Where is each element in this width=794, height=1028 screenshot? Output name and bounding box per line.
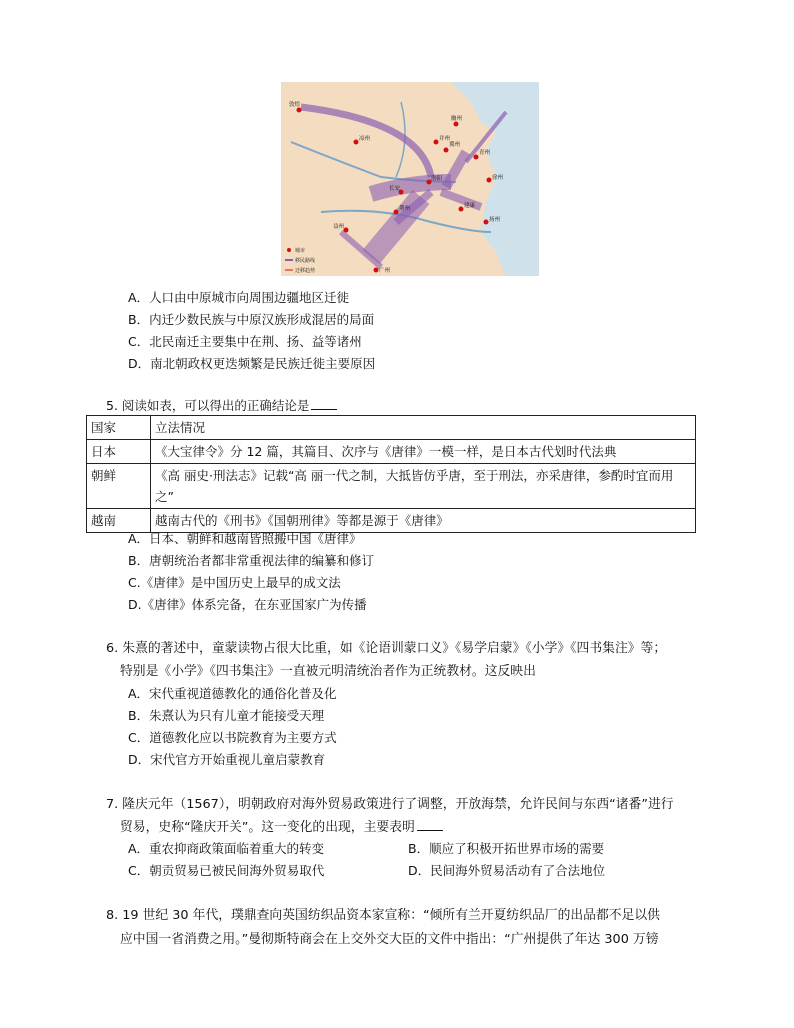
map-label: 荆州 <box>399 206 411 212</box>
q4-option-c: C．北民南迁主要集中在荆、扬、益等诸州 <box>128 334 362 349</box>
map-label: 洛阳 <box>431 176 443 182</box>
q6-stem-line2: 特别是《小学》《四书集注》一直被元明清统治者作为正统教材。这反映出 <box>120 664 536 679</box>
table-cell: 《大宝律令》分 12 篇，其篇目、次序与《唐律》一模一样，是日本古代划时代法典 <box>151 440 696 464</box>
q7-option-c: C．朝贡贸易已被民间海外贸易取代 <box>128 863 325 878</box>
map-label: 幽州 <box>451 116 463 122</box>
q4-option-d: D．南北朝政权更迭频繁是民族迁徙主要原因 <box>128 356 376 371</box>
table-cell: 越南 <box>87 509 151 533</box>
table-cell: 日本 <box>87 440 151 464</box>
table-header: 立法情况 <box>151 416 696 440</box>
table-row <box>87 464 696 509</box>
table-cell: 《高 丽史·刑法志》记载“高 丽一代之制，大抵皆仿乎唐，至于刑法，亦采唐律，参酌时宜而用之” <box>151 464 696 509</box>
law-table <box>86 415 696 533</box>
map-label: 凉州 <box>359 136 371 142</box>
q7-stem-line2: 贸易，史称“隆庆开关”。这一变化的出现，主要表明 <box>120 816 443 835</box>
q8-stem-line2: 应中国一省消费之用。”曼彻斯特商会在上交外交大臣的文件中指出：“广州提供了年达 300 万镑 <box>120 932 659 947</box>
table-row <box>87 440 696 464</box>
q6-option-b: B．朱熹认为只有儿童才能接受天理 <box>128 708 325 723</box>
q6-stem-line1: 6. 朱熹的著述中，童蒙读物占很大比重，如《论语训蒙口义》《易学启蒙》《小学》《四书集注》等； <box>106 641 667 656</box>
map-label: 冀州 <box>449 142 461 148</box>
q5-option-d: D.《唐律》体系完备，在东亚国家广为传播 <box>128 597 367 612</box>
q7-stem-line1: 7. 隆庆元年（1567），明朝政府对海外贸易政策进行了调整，开放海禁，允许民间与东西“诸番”进行 <box>106 797 674 812</box>
map-label: 敦煌 <box>289 102 301 108</box>
migration-map <box>281 82 539 276</box>
map-label: 青州 <box>479 150 491 156</box>
map-label: 广州 <box>379 268 391 274</box>
q6-option-d: D．宋代官方开始重视儿童启蒙教育 <box>128 752 326 767</box>
table-cell: 越南古代的《刑书》《国朝刑律》等都是源于《唐律》 <box>151 509 696 533</box>
map-label: 建康 <box>464 203 476 209</box>
map-label: 并州 <box>439 136 451 142</box>
map-label: 长安 <box>389 186 401 192</box>
q7-option-b: B．顺应了积极开拓世界市场的需要 <box>408 841 605 856</box>
q7-option-d: D．民间海外贸易活动有了合法地位 <box>408 863 606 878</box>
q4-option-a: A．人口由中原城市向周围边疆地区迁徙 <box>128 290 350 305</box>
table-cell: 朝鲜 <box>87 464 151 509</box>
table-header-row <box>87 416 696 440</box>
map-legend-label: 移民路线 <box>295 258 316 264</box>
q5-option-a: A．日本、朝鲜和越南皆照搬中国《唐律》 <box>128 531 362 546</box>
q6-option-a: A．宋代重视道德教化的通俗化普及化 <box>128 686 337 701</box>
map-label: 扬州 <box>489 217 501 223</box>
q7-option-a: A．重农抑商政策面临着重大的转变 <box>128 841 325 856</box>
q8-stem-line1: 8. 19 世纪 30 年代，璞鼎查向英国纺织品资本家宣称：“倾所有兰开夏纺织品厂的出品都不足以供 <box>106 908 660 923</box>
map-legend-label: 城市 <box>295 248 306 254</box>
q5-option-b: B．唐朝统治者都非常重视法律的编纂和修订 <box>128 553 375 568</box>
table-header: 国家 <box>87 416 151 440</box>
q6-option-c: C．道德教化应以书院教育为主要方式 <box>128 730 337 745</box>
map-label: 徐州 <box>492 175 504 181</box>
map-label: 益州 <box>333 224 345 230</box>
q5-option-c: C.《唐律》是中国历史上最早的成文法 <box>128 575 341 590</box>
q5-stem: 5. 阅读如表，可以得出的正确结论是 <box>106 396 337 414</box>
q4-option-b: B．内迁少数民族与中原汉族形成混居的局面 <box>128 312 375 327</box>
map-legend-label: 迁移趋势 <box>295 268 316 274</box>
